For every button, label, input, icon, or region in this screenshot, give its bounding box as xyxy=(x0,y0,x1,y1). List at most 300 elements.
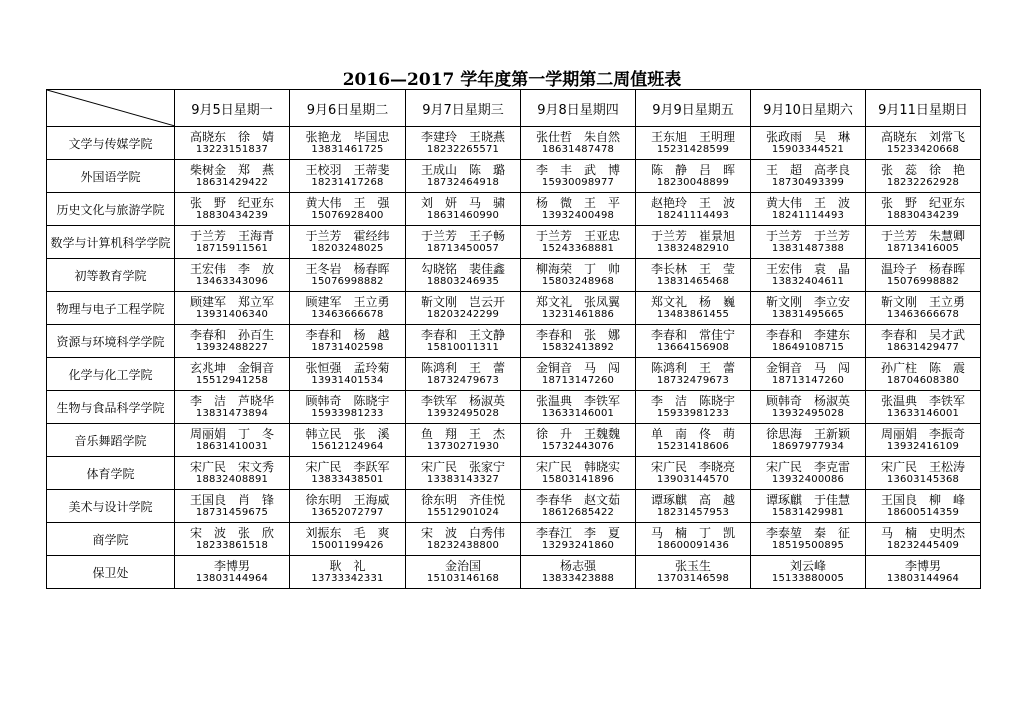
duty-cell xyxy=(406,523,521,556)
duty-names: 王东旭 王明理 xyxy=(650,130,735,144)
duty-phone: 18649108715 xyxy=(771,342,845,353)
duty-phone: 15831429981 xyxy=(771,507,845,518)
duty-phone: 13223151837 xyxy=(195,144,269,155)
duty-phone: 15933981233 xyxy=(656,408,730,419)
duty-cell xyxy=(866,292,981,325)
duty-phone: 15903344521 xyxy=(771,144,845,155)
duty-names: 李泰堃 秦 征 xyxy=(765,526,850,540)
duty-cell xyxy=(290,292,406,325)
duty-names: 李春和 常佳宁 xyxy=(650,328,735,342)
duty-names: 张 野 纪亚东 xyxy=(189,196,274,210)
duty-phone: 18830434239 xyxy=(886,210,960,221)
duty-names: 王宏伟 李 放 xyxy=(189,262,274,276)
duty-names: 于兰芳 霍经纬 xyxy=(305,229,390,243)
duty-names: 柴树金 郑 燕 xyxy=(189,163,274,177)
duty-names: 杨志强 xyxy=(559,559,596,573)
duty-cell xyxy=(290,226,406,259)
duty-phone: 18832408891 xyxy=(195,474,269,485)
duty-names: 于兰芳 王海青 xyxy=(189,229,274,243)
duty-names: 李春和 李建东 xyxy=(765,328,850,342)
duty-names: 周丽娟 李振奇 xyxy=(880,427,965,441)
duty-phone: 13293241860 xyxy=(541,540,615,551)
duty-phone: 18233861518 xyxy=(195,540,269,551)
duty-cell xyxy=(175,523,290,556)
table-row xyxy=(47,424,981,457)
duty-names: 宋广民 王松涛 xyxy=(880,460,965,474)
duty-phone: 18697977934 xyxy=(771,441,845,452)
duty-cell xyxy=(290,391,406,424)
college-name: 体育学院 xyxy=(47,457,175,490)
duty-phone: 13831461725 xyxy=(311,144,384,155)
duty-cell xyxy=(751,292,866,325)
corner-cell xyxy=(47,90,175,127)
duty-names: 王成山 陈 璐 xyxy=(420,163,505,177)
duty-cell xyxy=(175,259,290,292)
duty-cell xyxy=(751,325,866,358)
duty-phone: 13833438501 xyxy=(311,474,384,485)
duty-phone: 15930098977 xyxy=(541,177,615,188)
duty-cell xyxy=(406,358,521,391)
duty-phone: 18715911561 xyxy=(195,243,269,254)
duty-phone: 18731402598 xyxy=(311,342,384,353)
day-header-7: 9月11日星期日 xyxy=(866,90,981,127)
duty-cell xyxy=(636,325,751,358)
duty-phone: 15133880005 xyxy=(771,573,845,584)
duty-names: 宋广民 韩晓实 xyxy=(535,460,620,474)
college-name: 美术与设计学院 xyxy=(47,490,175,523)
duty-cell xyxy=(636,556,751,589)
duty-phone: 13932495028 xyxy=(426,408,500,419)
duty-phone: 15076998882 xyxy=(311,276,384,287)
day-header-5: 9月9日星期五 xyxy=(636,90,751,127)
duty-phone: 13733342331 xyxy=(311,573,384,584)
duty-cell xyxy=(175,391,290,424)
duty-phone: 15732443076 xyxy=(541,441,615,452)
duty-cell xyxy=(175,556,290,589)
duty-cell xyxy=(406,292,521,325)
duty-phone: 18732479673 xyxy=(656,375,730,386)
duty-phone: 13463343096 xyxy=(195,276,269,287)
duty-phone: 18803246935 xyxy=(426,276,500,287)
duty-phone: 13633146001 xyxy=(541,408,615,419)
duty-names: 李春和 张 娜 xyxy=(535,328,620,342)
duty-phone: 13831465468 xyxy=(656,276,730,287)
duty-phone: 13803144964 xyxy=(886,573,960,584)
duty-cell xyxy=(636,391,751,424)
college-name: 商学院 xyxy=(47,523,175,556)
duty-cell xyxy=(290,259,406,292)
duty-names: 李 洁 芦晓华 xyxy=(189,394,274,408)
roster-body xyxy=(47,127,981,589)
table-row xyxy=(47,358,981,391)
duty-names: 王校羽 王蒂斐 xyxy=(305,163,390,177)
duty-names: 张温典 李铁军 xyxy=(880,394,965,408)
college-name: 外国语学院 xyxy=(47,160,175,193)
duty-names: 柳海荣 丁 帅 xyxy=(535,262,620,276)
duty-phone: 18600091436 xyxy=(656,540,730,551)
duty-names: 顾建军 王立勇 xyxy=(305,295,390,309)
duty-phone: 15233420668 xyxy=(886,144,960,155)
duty-cell xyxy=(866,391,981,424)
duty-phone: 13832482910 xyxy=(656,243,730,254)
duty-cell xyxy=(866,160,981,193)
college-name: 生物与食品科学学院 xyxy=(47,391,175,424)
duty-names: 金治国 xyxy=(444,559,481,573)
college-name: 保卫处 xyxy=(47,556,175,589)
duty-names: 张仕哲 朱自然 xyxy=(535,130,620,144)
duty-names: 张 野 纪亚东 xyxy=(880,196,965,210)
duty-names: 宋 波 张 欣 xyxy=(189,526,274,540)
duty-cell xyxy=(175,127,290,160)
diagonal-line xyxy=(47,90,175,126)
duty-phone: 13831473894 xyxy=(195,408,269,419)
duty-names: 顾韩奇 杨淑英 xyxy=(765,394,850,408)
duty-phone: 13932495028 xyxy=(771,408,845,419)
duty-phone: 15832413892 xyxy=(541,342,615,353)
college-name: 物理与电子工程学院 xyxy=(47,292,175,325)
duty-phone: 15243368881 xyxy=(541,243,615,254)
duty-names: 于兰芳 崔景旭 xyxy=(650,229,735,243)
duty-names: 陈 静 吕 晖 xyxy=(650,163,735,177)
duty-phone: 18231417268 xyxy=(311,177,384,188)
duty-cell xyxy=(290,424,406,457)
table-row xyxy=(47,193,981,226)
duty-roster-table xyxy=(46,89,981,589)
table-row xyxy=(47,523,981,556)
day-header-3: 9月7日星期三 xyxy=(406,90,521,127)
duty-cell xyxy=(866,490,981,523)
duty-phone: 15933981233 xyxy=(311,408,384,419)
duty-phone: 15810011311 xyxy=(426,342,500,353)
duty-cell xyxy=(636,127,751,160)
duty-phone: 15803141896 xyxy=(541,474,615,485)
duty-cell xyxy=(406,490,521,523)
duty-phone: 15231418606 xyxy=(656,441,730,452)
duty-phone: 18732464918 xyxy=(426,177,500,188)
duty-phone: 15512901024 xyxy=(426,507,500,518)
duty-cell xyxy=(751,391,866,424)
duty-cell xyxy=(636,358,751,391)
duty-cell xyxy=(866,457,981,490)
duty-names: 顾韩奇 陈晓宇 xyxy=(305,394,390,408)
table-row xyxy=(47,160,981,193)
duty-phone: 15076928400 xyxy=(311,210,384,221)
duty-names: 刘云峰 xyxy=(789,559,826,573)
duty-phone: 13903144570 xyxy=(656,474,730,485)
duty-phone: 18713450057 xyxy=(426,243,500,254)
duty-phone: 18631410031 xyxy=(195,441,269,452)
duty-cell xyxy=(866,556,981,589)
duty-names: 张温典 李铁军 xyxy=(535,394,620,408)
duty-names: 张玉生 xyxy=(674,559,711,573)
duty-phone: 13831487388 xyxy=(771,243,845,254)
duty-names: 高晓东 徐 婧 xyxy=(189,130,274,144)
duty-names: 王宏伟 袁 晶 xyxy=(765,262,850,276)
duty-names: 于兰芳 王亚忠 xyxy=(535,229,620,243)
duty-names: 耿 礼 xyxy=(329,559,366,573)
duty-names: 勾晓铭 裴佳鑫 xyxy=(420,262,505,276)
duty-names: 徐 升 王魏魏 xyxy=(535,427,620,441)
duty-names: 马 楠 史明杰 xyxy=(880,526,965,540)
duty-names: 李 丰 武 博 xyxy=(535,163,620,177)
duty-phone: 18600514359 xyxy=(886,507,960,518)
duty-cell xyxy=(751,259,866,292)
college-name: 历史文化与旅游学院 xyxy=(47,193,175,226)
duty-cell xyxy=(751,523,866,556)
duty-phone: 13932416109 xyxy=(886,441,960,452)
duty-cell xyxy=(751,160,866,193)
duty-cell xyxy=(636,457,751,490)
duty-phone: 18232438800 xyxy=(426,540,500,551)
duty-names: 靳文刚 王立勇 xyxy=(880,295,965,309)
duty-cell xyxy=(866,424,981,457)
duty-cell xyxy=(521,391,636,424)
table-row xyxy=(47,556,981,589)
duty-cell xyxy=(521,160,636,193)
duty-names: 张 蕊 徐 艳 xyxy=(880,163,965,177)
day-header-6: 9月10日星期六 xyxy=(751,90,866,127)
duty-phone: 13932488227 xyxy=(195,342,269,353)
duty-names: 李春华 赵文茹 xyxy=(535,493,620,507)
duty-names: 靳文刚 李立安 xyxy=(765,295,850,309)
duty-cell xyxy=(290,160,406,193)
duty-names: 张艳龙 毕国忠 xyxy=(305,130,390,144)
duty-names: 李 洁 陈晓宇 xyxy=(650,394,735,408)
duty-names: 李博男 xyxy=(213,559,250,573)
duty-cell xyxy=(175,457,290,490)
duty-cell xyxy=(751,127,866,160)
duty-names: 于兰芳 朱慧卿 xyxy=(880,229,965,243)
college-name: 音乐舞蹈学院 xyxy=(47,424,175,457)
duty-cell xyxy=(636,424,751,457)
duty-phone: 13231461886 xyxy=(541,309,615,320)
page-title: 2016—2017 学年度第一学期第二周值班表 xyxy=(342,70,682,90)
duty-cell xyxy=(406,259,521,292)
duty-cell xyxy=(636,490,751,523)
duty-names: 王冬岩 杨春晖 xyxy=(305,262,390,276)
duty-names: 靳文刚 岂云开 xyxy=(420,295,505,309)
college-name: 资源与环境科学学院 xyxy=(47,325,175,358)
duty-names: 李建玲 王晓燕 xyxy=(420,130,505,144)
duty-cell xyxy=(406,127,521,160)
duty-phone: 18232445409 xyxy=(886,540,960,551)
duty-cell xyxy=(290,193,406,226)
duty-cell xyxy=(290,523,406,556)
duty-phone: 15231428599 xyxy=(656,144,730,155)
duty-names: 温玲子 杨春晖 xyxy=(880,262,965,276)
duty-cell xyxy=(751,193,866,226)
duty-phone: 13703146598 xyxy=(656,573,730,584)
duty-names: 高晓东 刘常飞 xyxy=(880,130,965,144)
duty-phone: 13483861455 xyxy=(656,309,730,320)
duty-cell xyxy=(406,457,521,490)
duty-cell xyxy=(751,358,866,391)
duty-names: 陈鸿利 王 蕾 xyxy=(420,361,505,375)
duty-cell xyxy=(290,457,406,490)
duty-cell xyxy=(521,358,636,391)
duty-cell xyxy=(636,160,751,193)
duty-cell xyxy=(521,127,636,160)
duty-phone: 13652072797 xyxy=(311,507,384,518)
college-name: 数学与计算机科学学院 xyxy=(47,226,175,259)
duty-cell xyxy=(866,358,981,391)
duty-cell xyxy=(751,556,866,589)
duty-phone: 18631429422 xyxy=(195,177,269,188)
day-header-4: 9月8日星期四 xyxy=(521,90,636,127)
duty-names: 杨 微 王 平 xyxy=(535,196,620,210)
duty-phone: 18631460990 xyxy=(426,210,500,221)
duty-cell xyxy=(175,226,290,259)
duty-cell xyxy=(866,226,981,259)
duty-cell xyxy=(406,160,521,193)
duty-phone: 15512941258 xyxy=(195,375,269,386)
duty-phone: 13603145368 xyxy=(886,474,960,485)
duty-cell xyxy=(521,424,636,457)
duty-cell xyxy=(866,325,981,358)
duty-cell xyxy=(175,160,290,193)
duty-phone: 18631487478 xyxy=(541,144,615,155)
duty-cell xyxy=(636,523,751,556)
duty-cell xyxy=(751,226,866,259)
duty-cell xyxy=(521,523,636,556)
duty-cell xyxy=(866,193,981,226)
duty-cell xyxy=(290,556,406,589)
duty-cell xyxy=(290,490,406,523)
duty-names: 李铁军 杨淑英 xyxy=(420,394,505,408)
duty-names: 于兰芳 王子畅 xyxy=(420,229,505,243)
duty-cell xyxy=(521,457,636,490)
duty-names: 赵艳玲 王 波 xyxy=(650,196,735,210)
duty-names: 徐东明 王海威 xyxy=(305,493,390,507)
duty-cell xyxy=(406,391,521,424)
duty-cell xyxy=(175,424,290,457)
duty-phone: 18241114493 xyxy=(656,210,730,221)
duty-phone: 13932400498 xyxy=(541,210,615,221)
duty-cell xyxy=(175,193,290,226)
duty-names: 鱼 翔 王 杰 xyxy=(420,427,505,441)
duty-names: 黄大伟 王 强 xyxy=(305,196,390,210)
duty-names: 徐东明 齐佳悦 xyxy=(420,493,505,507)
duty-names: 宋 波 白秀伟 xyxy=(420,526,505,540)
duty-cell xyxy=(866,127,981,160)
duty-names: 玄兆坤 金铜音 xyxy=(189,361,274,375)
day-header-2: 9月6日星期二 xyxy=(290,90,406,127)
duty-names: 李春和 王文静 xyxy=(420,328,505,342)
duty-phone: 18713147260 xyxy=(541,375,615,386)
duty-cell xyxy=(290,325,406,358)
duty-cell xyxy=(406,556,521,589)
duty-names: 徐思海 王新颖 xyxy=(765,427,850,441)
duty-cell xyxy=(406,424,521,457)
duty-phone: 18231457953 xyxy=(656,507,730,518)
duty-cell xyxy=(636,292,751,325)
duty-phone: 18241114493 xyxy=(771,210,845,221)
duty-phone: 15803248968 xyxy=(541,276,615,287)
duty-names: 王国良 肖 锋 xyxy=(189,493,274,507)
table-row xyxy=(47,325,981,358)
duty-cell xyxy=(521,292,636,325)
duty-cell xyxy=(521,193,636,226)
duty-cell xyxy=(521,259,636,292)
duty-phone: 13832404611 xyxy=(771,276,845,287)
college-name: 化学与化工学院 xyxy=(47,358,175,391)
duty-phone: 18519500895 xyxy=(771,540,845,551)
duty-names: 韩立民 张 溪 xyxy=(305,427,390,441)
duty-names: 黄大伟 王 波 xyxy=(765,196,850,210)
duty-phone: 18704608380 xyxy=(886,375,960,386)
duty-names: 孙广柱 陈 震 xyxy=(880,361,965,375)
duty-names: 谭琢麒 于佳慧 xyxy=(765,493,850,507)
duty-phone: 18713416005 xyxy=(886,243,960,254)
duty-cell xyxy=(866,259,981,292)
duty-names: 金铜音 马 闯 xyxy=(535,361,620,375)
duty-cell xyxy=(290,358,406,391)
duty-phone: 13730271930 xyxy=(426,441,500,452)
duty-names: 李春和 吴才武 xyxy=(880,328,965,342)
duty-names: 陈鸿利 王 蕾 xyxy=(650,361,735,375)
duty-names: 宋广民 宋文秀 xyxy=(189,460,274,474)
duty-cell xyxy=(866,523,981,556)
duty-cell xyxy=(406,193,521,226)
duty-phone: 15076998882 xyxy=(886,276,960,287)
duty-phone: 13383143327 xyxy=(426,474,500,485)
duty-names: 金铜音 马 闯 xyxy=(765,361,850,375)
duty-phone: 13664156908 xyxy=(656,342,730,353)
day-header-1: 9月5日星期一 xyxy=(175,90,290,127)
duty-phone: 18730493399 xyxy=(771,177,845,188)
duty-cell xyxy=(751,457,866,490)
duty-names: 郑文礼 杨 巍 xyxy=(650,295,735,309)
duty-phone: 13931406340 xyxy=(195,309,269,320)
duty-phone: 18732479673 xyxy=(426,375,500,386)
duty-cell xyxy=(521,490,636,523)
duty-cell xyxy=(751,424,866,457)
duty-names: 王 超 高孝良 xyxy=(765,163,850,177)
table-row xyxy=(47,457,981,490)
table-row xyxy=(47,391,981,424)
duty-phone: 15103146168 xyxy=(426,573,500,584)
duty-cell xyxy=(175,325,290,358)
duty-names: 王国良 柳 峰 xyxy=(880,493,965,507)
duty-cell xyxy=(521,226,636,259)
duty-names: 宋广民 李克雷 xyxy=(765,460,850,474)
duty-phone: 18232262928 xyxy=(886,177,960,188)
college-name: 文学与传媒学院 xyxy=(47,127,175,160)
duty-names: 张政雨 吴 琳 xyxy=(765,130,850,144)
duty-cell xyxy=(521,325,636,358)
duty-phone: 13932400086 xyxy=(771,474,845,485)
duty-phone: 13803144964 xyxy=(195,573,269,584)
duty-cell xyxy=(406,325,521,358)
duty-cell xyxy=(636,226,751,259)
duty-phone: 18830434239 xyxy=(195,210,269,221)
duty-names: 马 楠 丁 凯 xyxy=(650,526,735,540)
duty-phone: 18731459675 xyxy=(195,507,269,518)
college-name: 初等教育学院 xyxy=(47,259,175,292)
duty-names: 李长林 王 莹 xyxy=(650,262,735,276)
duty-names: 李春和 杨 越 xyxy=(305,328,390,342)
duty-names: 刘 妍 马 骕 xyxy=(420,196,505,210)
duty-cell xyxy=(175,490,290,523)
duty-names: 单 南 佟 萌 xyxy=(650,427,735,441)
table-row xyxy=(47,490,981,523)
duty-phone: 13463666678 xyxy=(311,309,384,320)
duty-phone: 18713147260 xyxy=(771,375,845,386)
duty-cell xyxy=(175,358,290,391)
duty-names: 于兰芳 于兰芳 xyxy=(765,229,850,243)
duty-phone: 13633146001 xyxy=(886,408,960,419)
duty-phone: 18230048899 xyxy=(656,177,730,188)
